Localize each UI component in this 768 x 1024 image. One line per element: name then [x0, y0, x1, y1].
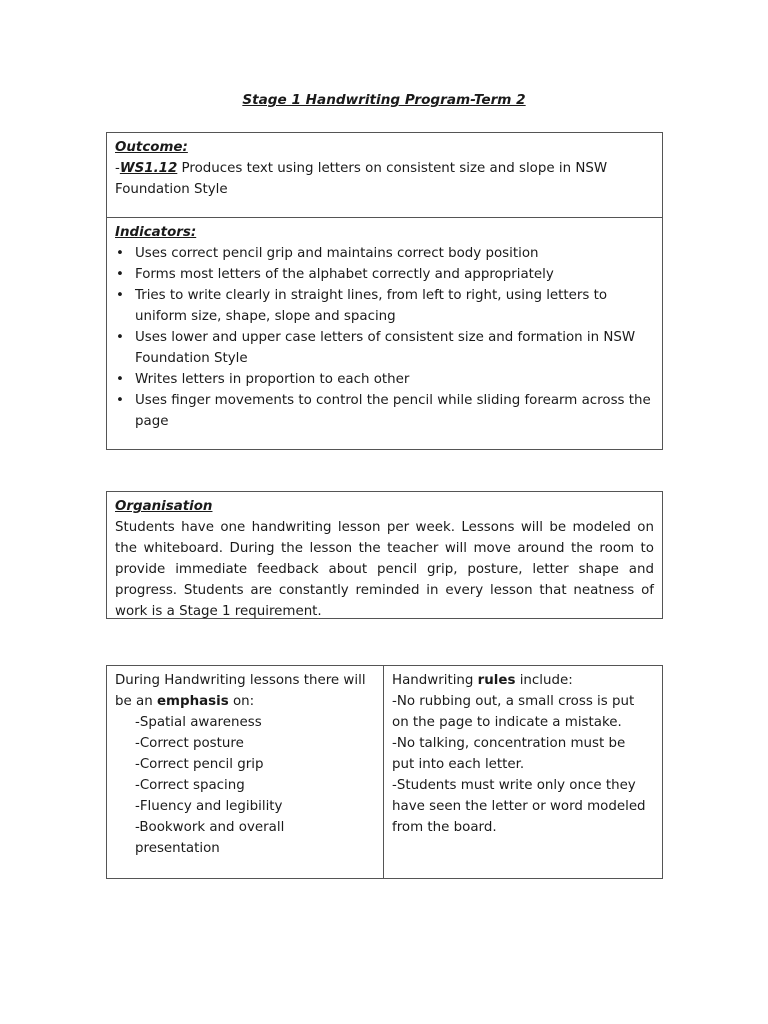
outcome-prefix: -	[115, 161, 120, 176]
emphasis-keyword: emphasis	[156, 694, 229, 709]
organisation-box	[106, 491, 663, 619]
outcome-section	[107, 133, 662, 218]
rules-keyword: rules	[477, 673, 516, 688]
outcome-indicators-box	[106, 132, 663, 450]
emphasis-intro-text: During Handwriting lessons there will be an	[115, 673, 366, 709]
emphasis-column	[107, 666, 384, 878]
organisation-heading: Organisation	[115, 499, 213, 514]
indicators-list	[115, 243, 654, 432]
emphasis-item: -Fluency and legibility	[135, 799, 283, 814]
indicator-item: • Uses correct pencil grip and maintains correct body position	[115, 243, 654, 264]
indicators-heading: Indicators:	[115, 225, 197, 240]
rule-item: -No rubbing out, a small cross is put on the page to indicate a mistake.	[392, 694, 635, 730]
indicators-section	[107, 218, 662, 432]
emphasis-item: -Correct posture	[135, 736, 244, 751]
indicator-item: • Tries to write clearly in straight lines, from left to right, using letters to uniform size, shape, slope and spacing	[115, 285, 654, 327]
emphasis-item: -Bookwork and overall presentation	[135, 820, 285, 856]
rules-column	[384, 666, 662, 878]
outcome-description: Produces text using letters on consistent size and slope in NSW Foundation Style	[115, 161, 608, 197]
rules-intro-text: Handwriting	[392, 673, 478, 688]
emphasis-rules-table	[106, 665, 663, 879]
rule-item: -No talking, concentration must be put into each letter.	[392, 736, 626, 772]
outcome-heading: Outcome:	[115, 140, 188, 155]
emphasis-item: -Spatial awareness	[135, 715, 262, 730]
outcome-text	[115, 158, 654, 200]
emphasis-item: -Correct pencil grip	[135, 757, 264, 772]
page-title: Stage 1 Handwriting Program-Term 2	[242, 92, 526, 108]
outcome-code: WS1.12	[119, 161, 178, 176]
rules-intro-suffix: include:	[515, 673, 573, 688]
indicator-item: • Forms most letters of the alphabet correctly and appropriately	[115, 264, 654, 285]
organisation-section	[107, 492, 662, 622]
rules-intro	[392, 670, 648, 691]
emphasis-intro-suffix: on:	[228, 694, 255, 709]
indicator-item: • Uses lower and upper case letters of consistent size and formation in NSW Foundation Style	[115, 327, 654, 369]
rule-item: -Students must write only once they have seen the letter or word modeled from the board.	[392, 778, 646, 835]
indicator-item: • Writes letters in proportion to each other	[115, 369, 654, 390]
emphasis-intro	[115, 670, 375, 712]
emphasis-item: -Correct spacing	[135, 778, 245, 793]
organisation-text: Students have one handwriting lesson per week. Lessons will be modeled on the whiteboard. During the lesson the teacher will move around the room to provide immediate feedback about pencil grip, posture, letter shape and progress. Students are constantly reminded in every lesson that neatness of work is a Stage 1 requirement.	[115, 520, 654, 619]
indicator-item: • Uses finger movements to control the pencil while sliding forearm across the page	[115, 390, 654, 432]
